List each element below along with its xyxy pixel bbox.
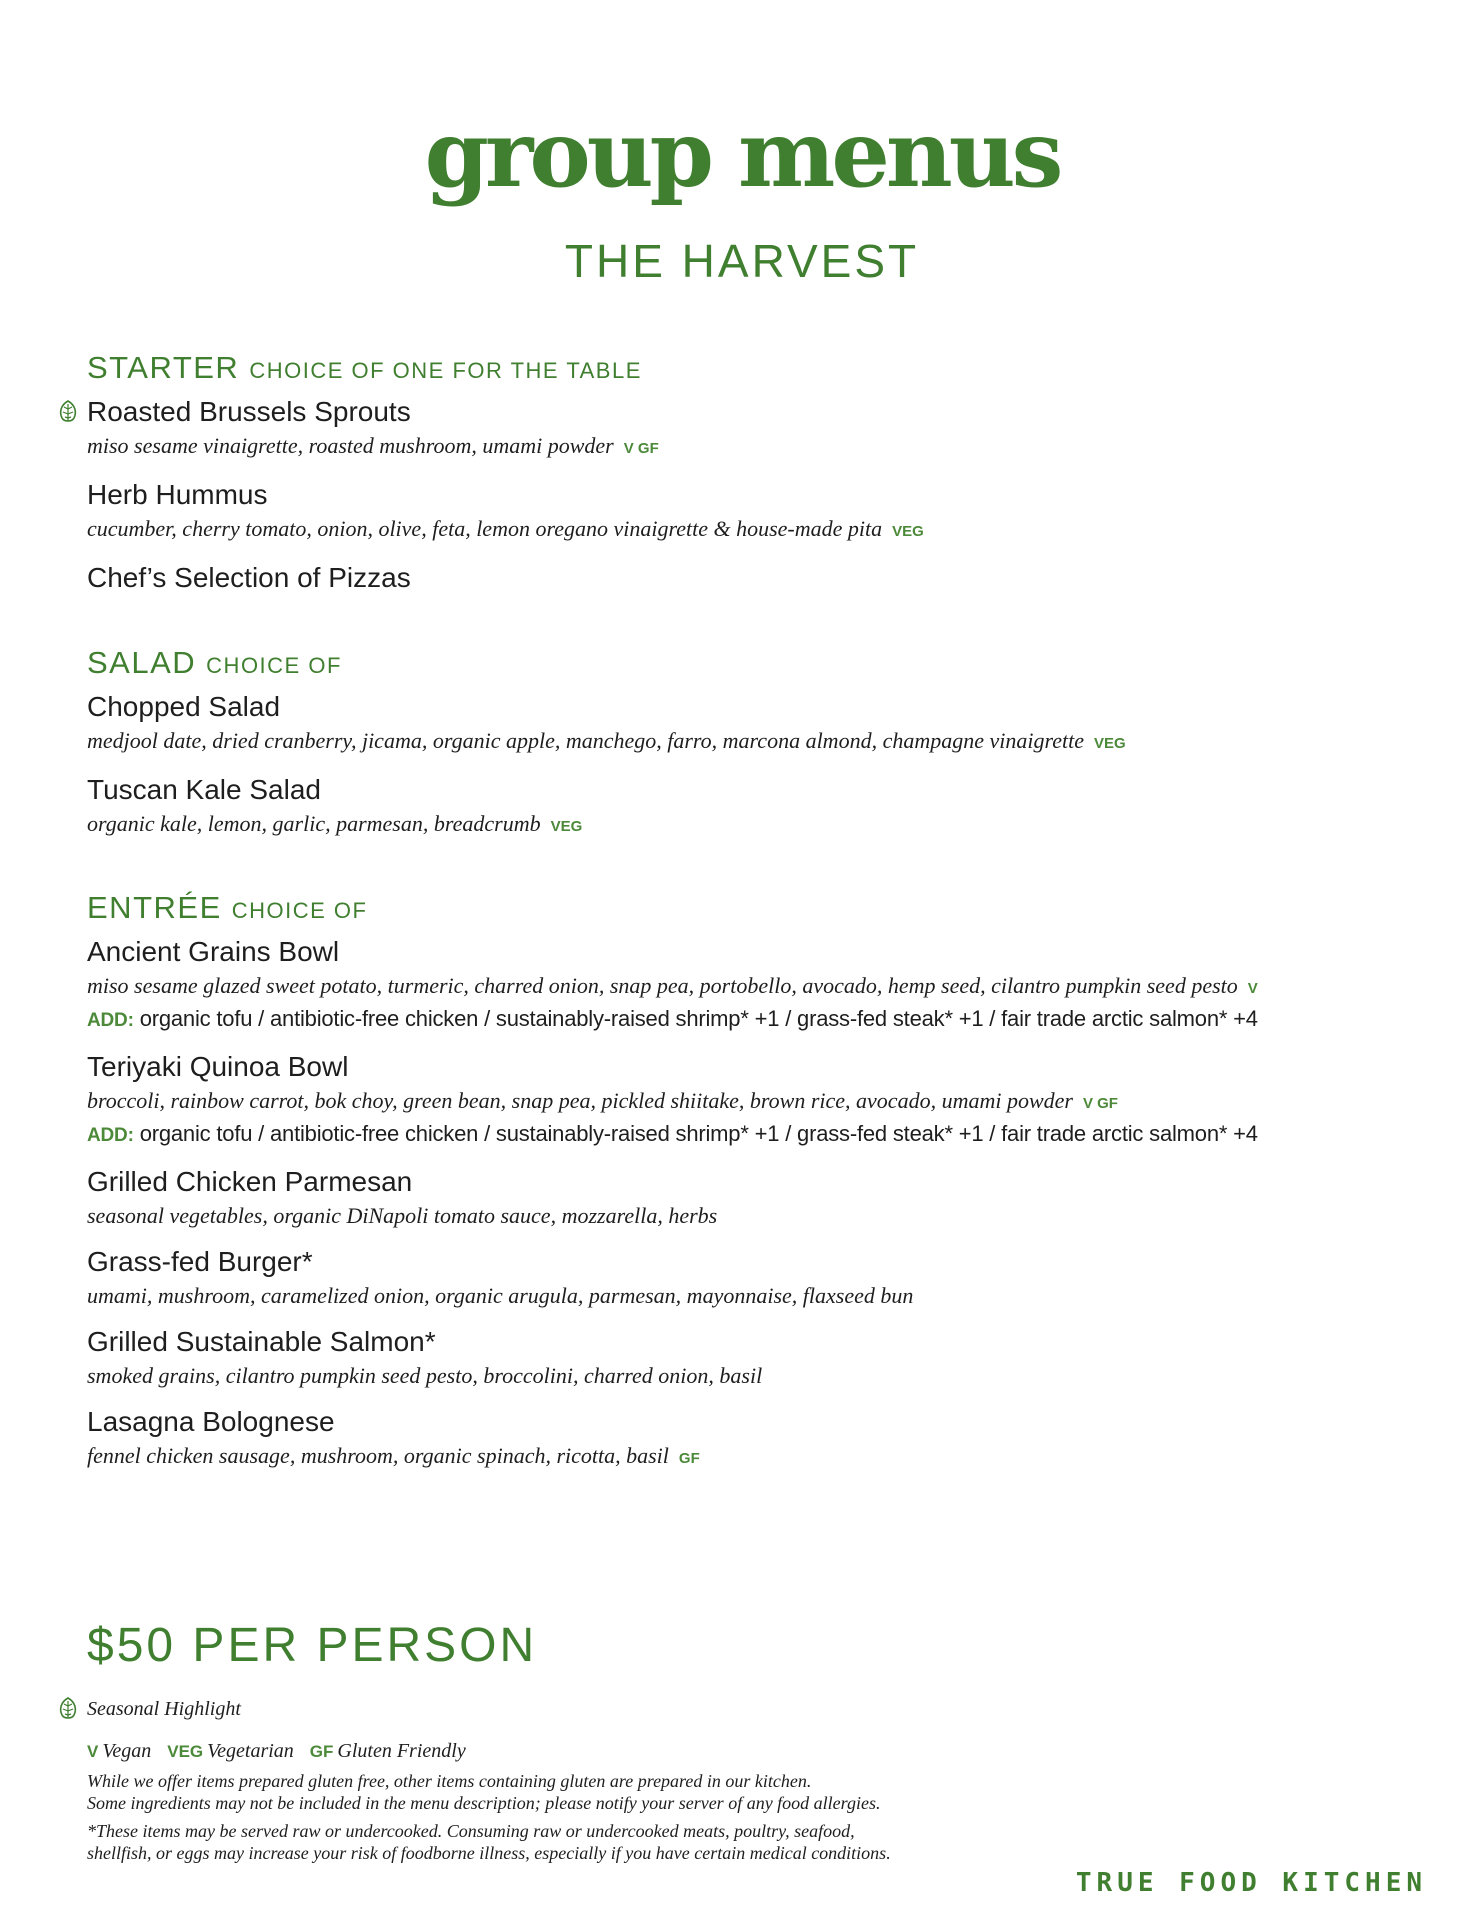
diet-tag: V GF xyxy=(623,440,659,457)
menu-item xyxy=(87,688,1417,759)
add-label: ADD: xyxy=(87,1125,134,1146)
section-header xyxy=(87,892,1417,923)
item-description: smoked grains, cilantro pumpkin seed pesto, broccolini, charred onion, basil xyxy=(87,1363,763,1388)
item-description: organic kale, lemon, garlic, parmesan, breadcrumb VEG xyxy=(87,811,583,836)
item-name: Roasted Brussels Sprouts xyxy=(87,396,411,427)
item-description: cucumber, cherry tomato, onion, olive, feta, lemon oregano vinaigrette & house-made pita VEG xyxy=(87,516,924,541)
item-name: Lasagna Bolognese xyxy=(87,1406,335,1437)
diet-tag: VEG xyxy=(1093,735,1126,752)
menu-item xyxy=(87,476,1417,547)
item-name: Tuscan Kale Salad xyxy=(87,774,321,805)
vegan-label: Vegan xyxy=(102,1740,152,1762)
section-note: CHOICE OF xyxy=(206,653,342,678)
gluten-friendly-label: Gluten Friendly xyxy=(337,1740,466,1762)
menu-item xyxy=(87,1243,1417,1311)
legend-seasonal xyxy=(87,1696,241,1722)
leaf-icon xyxy=(56,399,80,425)
menu-content xyxy=(87,352,1417,1524)
brand-logo: TRUE FOOD KITCHEN xyxy=(1075,1868,1427,1898)
item-name: Chopped Salad xyxy=(87,691,281,722)
item-description: fennel chicken sausage, mushroom, organic spinach, ricotta, basil GF xyxy=(87,1443,700,1468)
section-header xyxy=(87,647,1417,678)
menu-item xyxy=(87,933,1417,1036)
menu-item xyxy=(87,1323,1417,1391)
disclaimer-line: Some ingredients may not be included in the menu description; please notify your server of any food allergies. xyxy=(87,1793,881,1813)
menu-item xyxy=(87,1163,1417,1231)
leaf-icon xyxy=(56,1696,80,1722)
menu-item xyxy=(87,1048,1417,1151)
gluten-friendly-tag: GF xyxy=(309,1742,334,1761)
menu-item xyxy=(87,1403,1417,1474)
item-description: miso sesame glazed sweet potato, turmeric, charred onion, snap pea, portobello, avocado, hemp seed, cilantro pumpkin seed pesto V xyxy=(87,973,1258,998)
item-name: Grilled Chicken Parmesan xyxy=(87,1166,413,1197)
section-name: ENTRÉE xyxy=(87,890,222,925)
section-name: SALAD xyxy=(87,645,197,680)
disclaimer-line: While we offer items prepared gluten free, other items containing gluten are prepared in our kitchen. xyxy=(87,1771,812,1791)
menu-item xyxy=(87,393,1417,464)
item-name: Grass-fed Burger* xyxy=(87,1246,313,1277)
menu-item xyxy=(87,559,1417,597)
add-on-line: ADD: organic tofu / antibiotic-free chicken / sustainably-raised shrimp* +1 / grass-fed steak* +1 / fair trade arctic salmon* +4 xyxy=(87,1121,1258,1146)
add-label: ADD: xyxy=(87,1010,134,1031)
vegetarian-label: Vegetarian xyxy=(207,1740,294,1762)
item-name: Teriyaki Quinoa Bowl xyxy=(87,1051,349,1082)
item-name: Chef’s Selection of Pizzas xyxy=(87,562,411,593)
section-note: CHOICE OF xyxy=(231,898,368,923)
diet-tag: V GF xyxy=(1082,1095,1118,1112)
item-description: broccoli, rainbow carrot, bok choy, green bean, snap pea, pickled shiitake, brown rice, avocado, umami powder V GF xyxy=(87,1088,1118,1113)
starter-section xyxy=(87,352,1417,597)
item-name: Ancient Grains Bowl xyxy=(87,936,340,967)
item-description: seasonal vegetables, organic DiNapoli tomato sauce, mozzarella, herbs xyxy=(87,1203,718,1228)
section-note: CHOICE OF ONE FOR THE TABLE xyxy=(249,358,642,383)
diet-tag: VEG xyxy=(892,523,924,540)
diet-tag: VEG xyxy=(550,818,583,835)
diet-tag: V xyxy=(1247,980,1258,997)
disclaimer xyxy=(87,1770,891,1864)
item-name: Grilled Sustainable Salmon* xyxy=(87,1326,436,1357)
section-header xyxy=(87,352,1417,383)
item-name: Herb Hummus xyxy=(87,479,268,510)
entree-section xyxy=(87,892,1417,1474)
diet-tag: GF xyxy=(678,1450,700,1467)
diet-legend xyxy=(87,1738,466,1765)
disclaimer-line: *These items may be served raw or undercooked. Consuming raw or undercooked meats, poultry, seafood, xyxy=(87,1821,855,1841)
page-title: group menus xyxy=(424,100,1060,208)
item-description: medjool date, dried cranberry, jicama, organic apple, manchego, farro, marcona almond, champagne vinaigrette VEG xyxy=(87,728,1126,753)
menu-name: THE HARVEST xyxy=(564,235,920,287)
section-name: STARTER xyxy=(87,350,240,385)
disclaimer-line: shellfish, or eggs may increase your risk of foodborne illness, especially if you have certain medical conditions. xyxy=(87,1843,891,1863)
add-on-line: ADD: organic tofu / antibiotic-free chicken / sustainably-raised shrimp* +1 / grass-fed steak* +1 / fair trade arctic salmon* +4 xyxy=(87,1006,1258,1031)
vegetarian-tag: VEG xyxy=(167,1742,204,1761)
item-description: miso sesame vinaigrette, roasted mushroom, umami powder V GF xyxy=(87,433,659,458)
menu-item xyxy=(87,771,1417,842)
salad-section xyxy=(87,647,1417,842)
vegan-tag: V xyxy=(87,1742,99,1761)
price-per-person: $50 PER PERSON xyxy=(87,1619,538,1672)
seasonal-highlight-label: Seasonal Highlight xyxy=(87,1698,241,1720)
item-description: umami, mushroom, caramelized onion, organic arugula, parmesan, mayonnaise, flaxseed bun xyxy=(87,1283,914,1308)
